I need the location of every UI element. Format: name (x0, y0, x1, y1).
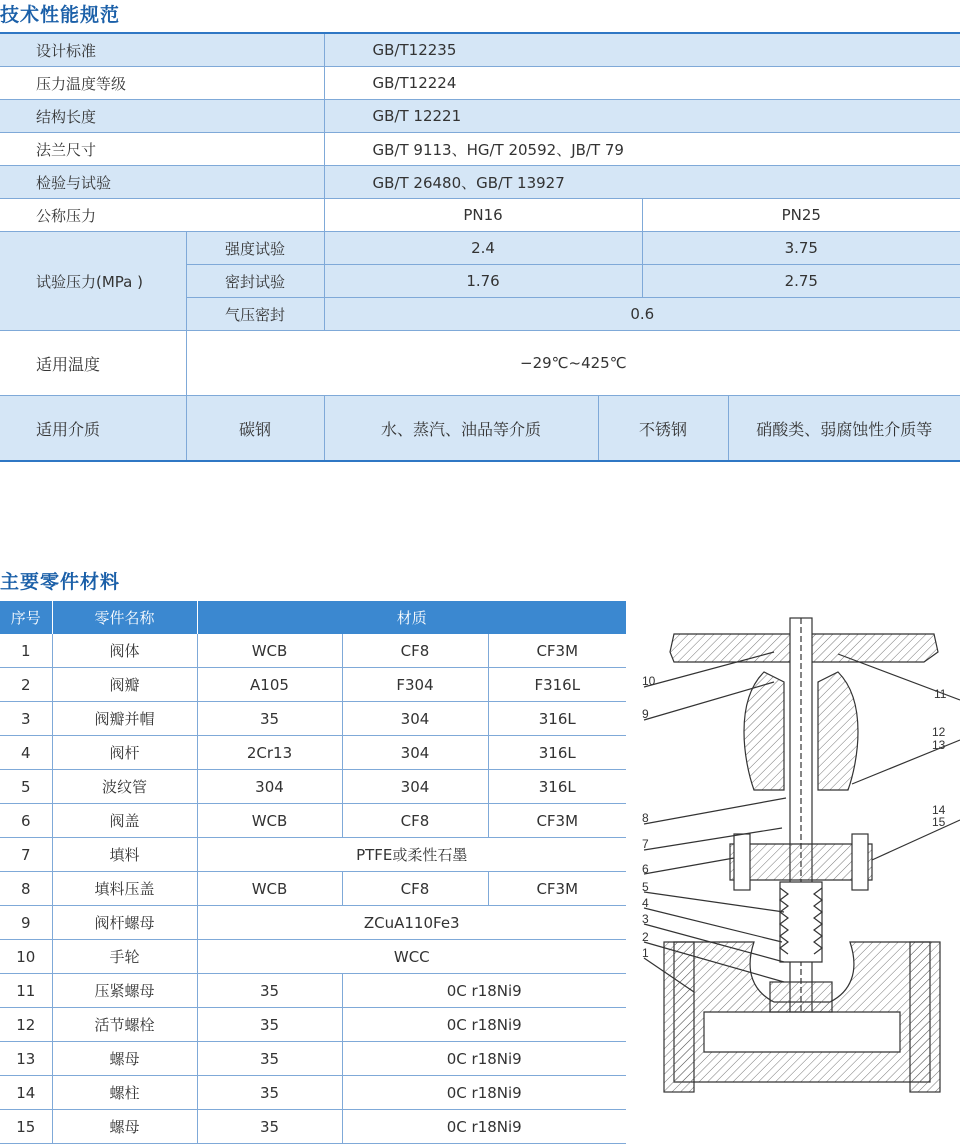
spec-value: GB/T12224 (324, 67, 960, 100)
diagram-label: 4 (642, 896, 649, 910)
part-material: CF3M (488, 872, 626, 906)
part-material: WCB (197, 634, 342, 668)
spec-row-inspection (0, 166, 960, 199)
spec-label: 公称压力 (0, 199, 324, 232)
part-material: 0C r18Ni9 (342, 1008, 626, 1042)
part-no: 13 (0, 1042, 52, 1076)
table-row (0, 736, 626, 770)
part-material: 0C r18Ni9 (342, 1110, 626, 1144)
part-no: 3 (0, 702, 52, 736)
part-name: 波纹管 (52, 770, 197, 804)
table-row (0, 668, 626, 702)
part-no: 4 (0, 736, 52, 770)
strength-pn16: 2.4 (324, 232, 642, 265)
seal-pn16: 1.76 (324, 265, 642, 298)
part-no: 15 (0, 1110, 52, 1144)
pn25-header: PN25 (642, 199, 960, 232)
part-material: CF3M (488, 634, 626, 668)
part-no: 7 (0, 838, 52, 872)
part-material: F316L (488, 668, 626, 702)
part-name: 填料压盖 (52, 872, 197, 906)
part-material: CF3M (488, 804, 626, 838)
part-material: 0C r18Ni9 (342, 1076, 626, 1110)
media-carbon-steel-media: 水、蒸汽、油品等介质 (324, 396, 598, 462)
diagram-label: 3 (642, 912, 649, 926)
part-name: 阀杆 (52, 736, 197, 770)
part-material: 304 (197, 770, 342, 804)
part-material: 2Cr13 (197, 736, 342, 770)
air-seal-value: 0.6 (324, 298, 960, 331)
part-material: 0C r18Ni9 (342, 974, 626, 1008)
pn16-header: PN16 (324, 199, 642, 232)
part-name: 压紧螺母 (52, 974, 197, 1008)
part-material: 35 (197, 1008, 342, 1042)
part-name: 手轮 (52, 940, 197, 974)
spec-row-structure-length (0, 100, 960, 133)
part-material: CF8 (342, 804, 488, 838)
spec-row-nominal-pressure (0, 199, 960, 232)
part-material: WCC (197, 940, 626, 974)
part-material: 316L (488, 736, 626, 770)
part-no: 11 (0, 974, 52, 1008)
table-row (0, 1110, 626, 1144)
spec-label: 设计标准 (0, 33, 324, 67)
diagram-label: 13 (932, 738, 946, 752)
part-material: WCB (197, 804, 342, 838)
part-no: 6 (0, 804, 52, 838)
part-material: 35 (197, 1110, 342, 1144)
table-row (0, 1042, 626, 1076)
part-material: 0C r18Ni9 (342, 1042, 626, 1076)
part-material: 35 (197, 1076, 342, 1110)
parts-section-title: 主要零件材料 (0, 571, 121, 593)
seal-test-label: 密封试验 (186, 265, 324, 298)
spec-row-pressure-temperature (0, 67, 960, 100)
parts-table (0, 601, 626, 1144)
spec-value: GB/T 9113、HG/T 20592、JB/T 79 (324, 133, 960, 166)
part-no: 10 (0, 940, 52, 974)
part-no: 5 (0, 770, 52, 804)
spec-value: GB/T 12221 (324, 100, 960, 133)
test-pressure-label: 试验压力(MPa ) (0, 232, 186, 331)
spec-section-title: 技术性能规范 (0, 4, 121, 26)
part-no: 14 (0, 1076, 52, 1110)
diagram-label: 6 (642, 862, 649, 876)
part-no: 1 (0, 634, 52, 668)
part-material: WCB (197, 872, 342, 906)
diagram-label: 2 (642, 930, 649, 944)
parts-header-row (0, 601, 626, 634)
part-material: 35 (197, 702, 342, 736)
spec-label: 结构长度 (0, 100, 324, 133)
diagram-label: 8 (642, 811, 649, 825)
part-material: 304 (342, 770, 488, 804)
strength-test-label: 强度试验 (186, 232, 324, 265)
diagram-label: 1 (642, 946, 649, 960)
part-material: ZCuA110Fe3 (197, 906, 626, 940)
diagram-label: 15 (932, 815, 946, 829)
diagram-label: 14 (932, 803, 946, 817)
diagram-label: 12 (932, 725, 946, 739)
spec-label: 法兰尺寸 (0, 133, 324, 166)
spec-row-strength-test (0, 232, 960, 265)
table-row (0, 1008, 626, 1042)
part-material: 316L (488, 770, 626, 804)
header-no: 序号 (0, 601, 52, 634)
part-material: 304 (342, 702, 488, 736)
valve-cross-section-diagram (634, 612, 960, 1132)
spec-row-design-standard (0, 33, 960, 67)
spec-value: GB/T12235 (324, 33, 960, 67)
part-name: 阀瓣 (52, 668, 197, 702)
part-name: 阀瓣并帽 (52, 702, 197, 736)
part-no: 2 (0, 668, 52, 702)
temperature-value: −29℃~425℃ (186, 331, 960, 396)
part-name: 阀体 (52, 634, 197, 668)
header-material: 材质 (197, 601, 626, 634)
temperature-label: 适用温度 (0, 331, 186, 396)
diagram-label: 5 (642, 880, 649, 894)
part-material: F304 (342, 668, 488, 702)
part-no: 8 (0, 872, 52, 906)
diagram-label: 9 (642, 707, 649, 721)
media-carbon-steel: 碳钢 (186, 396, 324, 462)
part-name: 阀杆螺母 (52, 906, 197, 940)
header-name: 零件名称 (52, 601, 197, 634)
table-row (0, 872, 626, 906)
air-seal-label: 气压密封 (186, 298, 324, 331)
table-row (0, 804, 626, 838)
table-row (0, 940, 626, 974)
spec-label: 检验与试验 (0, 166, 324, 199)
spec-row-temperature (0, 331, 960, 396)
table-row (0, 838, 626, 872)
part-material: PTFE或柔性石墨 (197, 838, 626, 872)
part-material: 316L (488, 702, 626, 736)
part-material: A105 (197, 668, 342, 702)
spec-table (0, 32, 960, 462)
diagram-label: 11 (934, 687, 947, 701)
part-name: 螺母 (52, 1042, 197, 1076)
part-material: 304 (342, 736, 488, 770)
part-name: 活节螺栓 (52, 1008, 197, 1042)
part-no: 12 (0, 1008, 52, 1042)
table-row (0, 634, 626, 668)
diagram-label: 10 (642, 674, 656, 688)
part-name: 螺母 (52, 1110, 197, 1144)
part-name: 螺柱 (52, 1076, 197, 1110)
spec-label: 压力温度等级 (0, 67, 324, 100)
part-no: 9 (0, 906, 52, 940)
seal-pn25: 2.75 (642, 265, 960, 298)
strength-pn25: 3.75 (642, 232, 960, 265)
diagram-label: 7 (642, 837, 649, 851)
part-material: 35 (197, 1042, 342, 1076)
part-material: 35 (197, 974, 342, 1008)
spec-row-media (0, 396, 960, 462)
table-row (0, 770, 626, 804)
spec-row-flange-size (0, 133, 960, 166)
media-stainless-steel-media: 硝酸类、弱腐蚀性介质等 (728, 396, 960, 462)
part-name: 填料 (52, 838, 197, 872)
spec-value: GB/T 26480、GB/T 13927 (324, 166, 960, 199)
table-row (0, 1076, 626, 1110)
part-material: CF8 (342, 872, 488, 906)
part-name: 阀盖 (52, 804, 197, 838)
part-material: CF8 (342, 634, 488, 668)
table-row (0, 702, 626, 736)
media-stainless-steel: 不锈钢 (598, 396, 728, 462)
media-label: 适用介质 (0, 396, 186, 462)
table-row (0, 974, 626, 1008)
table-row (0, 906, 626, 940)
